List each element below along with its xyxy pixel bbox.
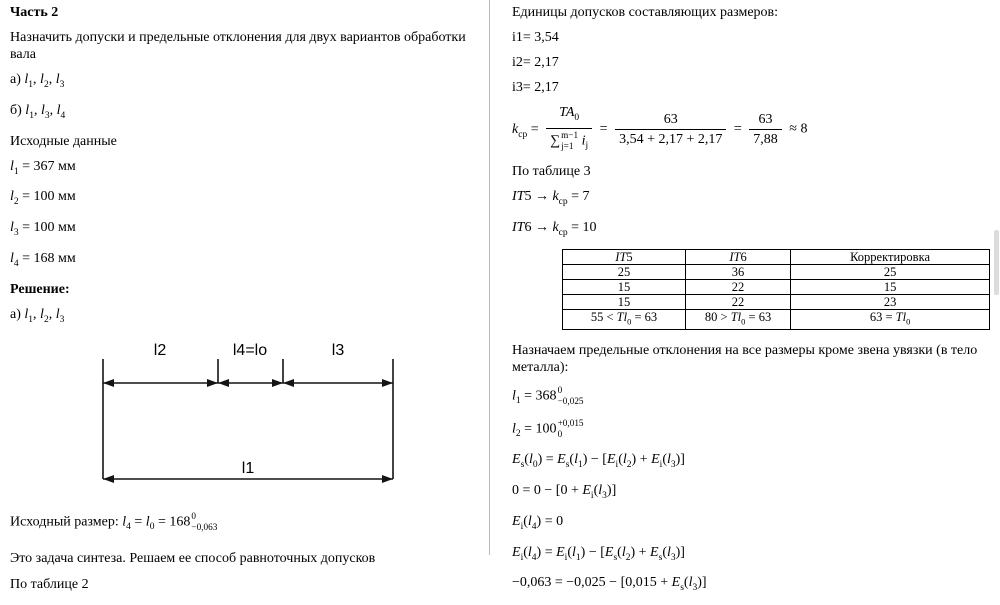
diagram-label-l4: l4=lo: [232, 341, 268, 359]
dimension-chain-svg: [98, 341, 398, 486]
right-column: [512, 4, 990, 605]
solution-variant-line: а) $l_1$, $l_2$, $l_3$: [10, 306, 65, 325]
equation-line: $E_i(l_4) = 0$: [512, 513, 564, 532]
equation-line: $E_i(l_4) = E_i(l_1) - [E_s(l_2) + E_s(l_3)]$: [512, 544, 685, 563]
table-header-cell: IT5: [563, 250, 686, 265]
initial-size-line: Исходный размер: $l_4 = l_0 = 168$ 0 −0,063: [10, 510, 218, 532]
unit-line: i1= 3,54: [512, 30, 559, 45]
given-line: $l_2 = 100$ мм: [10, 189, 76, 208]
table-cell: 15: [563, 295, 686, 310]
given-line: $l_1 = 367$ мм: [10, 158, 76, 177]
given-line: $l_4 = 168$ мм: [10, 250, 76, 269]
formula-result: ≈ 8: [789, 121, 808, 137]
table-row: [563, 295, 990, 310]
table-cell: 25: [563, 265, 686, 280]
table-row: [563, 265, 990, 280]
table-header-row: [563, 250, 990, 265]
solution-heading: Решение:: [10, 281, 70, 297]
synthesis-note: Это задача синтеза. Решаем ее способ равноточных допусков: [10, 550, 376, 566]
formula-fraction-3: [749, 111, 782, 148]
task-description: Назначить допуски и предельные отклонения для двух вариантов обработки вала: [10, 30, 466, 62]
table-cell: 22: [685, 295, 790, 310]
table-cell: 25: [791, 265, 990, 280]
equation-line: $l_1 = 368$ 0 −0,025: [512, 384, 584, 407]
formula-equals: =: [733, 121, 742, 137]
it6-line: $IT6 \to k_{ср} = 10$: [512, 219, 597, 238]
diagram-label-l1: l1: [241, 459, 255, 477]
variant-b-line: б) $l_1$, $l_3$, $l_4$: [10, 102, 66, 121]
given-data-heading: Исходные данные: [10, 133, 117, 149]
fraction-denominator: 7,88: [753, 131, 778, 147]
formula-equals: =: [599, 121, 608, 137]
table-cell: 36: [685, 265, 790, 280]
given-line: $l_3 = 100$ мм: [10, 220, 76, 238]
part-heading: Часть 2: [10, 5, 59, 20]
table-cell: $63 = Tl_0$: [791, 310, 990, 330]
table-row: [563, 280, 990, 295]
formula-fraction-2: [615, 111, 726, 148]
table3-reference: По таблице 3: [512, 163, 591, 179]
table-cell: 15: [791, 280, 990, 295]
table-cell: 15: [563, 280, 686, 295]
table-cell: 22: [685, 280, 790, 295]
table-cell: 23: [791, 295, 990, 310]
formula-lhs: $k_{ср}$ =: [512, 121, 539, 140]
fraction-numerator: $TA_0$: [546, 104, 592, 129]
fraction-denominator: ∑ m−1 j=1 $i_j$: [550, 129, 589, 151]
equation-line: $0 = 0 - [0 + E_i(l_3)]$: [512, 482, 617, 501]
table2-reference: По таблице 2: [10, 576, 89, 592]
dimension-chain-diagram: [98, 341, 398, 491]
diagram-label-l3: l3: [331, 341, 345, 359]
table-cell: $55 < Tl_0 = 63$: [563, 310, 686, 330]
diagram-label-l2: l2: [153, 341, 167, 359]
fraction-denominator: 3,54 + 2,17 + 2,17: [619, 131, 723, 147]
table-header-cell: IT6: [685, 250, 790, 265]
equation-line: $E_s(l_0) = E_s(l_1) - [E_i(l_2) + E_i(l_3)]$: [512, 452, 685, 470]
scrollbar-thumb[interactable]: [994, 230, 999, 295]
equation-line: $-0,063 = -0,025 - [0,015 + E_s(l_3)]$: [512, 575, 707, 594]
unit-line: i2= 2,17: [512, 55, 559, 70]
column-divider: [489, 0, 490, 555]
tolerance-table: [562, 249, 990, 330]
fraction-numerator: 63: [615, 111, 726, 130]
formula-fraction-1: [546, 104, 592, 155]
kcp-formula: [512, 104, 990, 155]
left-column: [10, 4, 482, 601]
table-header-cell: Корректировка: [791, 250, 990, 265]
assign-note: Назначаем предельные отклонения на все размеры кроме звена увязки (в тело металла):: [512, 342, 978, 375]
scrollbar: [993, 0, 1000, 555]
it5-line: $IT5 \to k_{ср} = 7$: [512, 188, 590, 207]
fraction-numerator: 63: [749, 111, 782, 130]
unit-line: i3= 2,17: [512, 80, 559, 95]
table-cell: $80 > Tl_0 = 63$: [685, 310, 790, 330]
units-heading: Единицы допусков составляющих размеров:: [512, 5, 779, 20]
variant-a-line: а) $l_1$, $l_2$, $l_3$: [10, 72, 65, 90]
table-row: [563, 310, 990, 330]
equation-line: $l_2 = 100$ +0,015 0: [512, 418, 584, 440]
